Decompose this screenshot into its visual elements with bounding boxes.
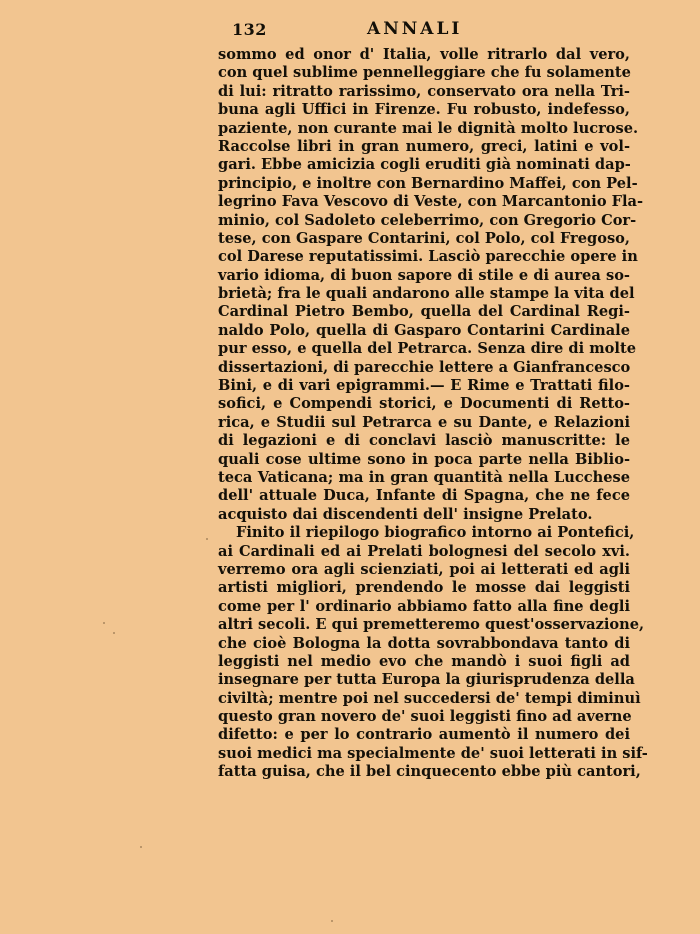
text-line: che cioè Bologna la dotta sovrabbondava tanto di [218, 634, 630, 652]
paper-speck [331, 920, 333, 922]
paper-speck [140, 846, 142, 848]
text-line: altri secoli. E qui premetteremo quest'osservazione, [218, 616, 645, 634]
text-line: tese, con Gaspare Contarini, col Polo, col Fregoso, [218, 229, 630, 247]
text-line: difetto: e per lo contrario aumentò il numero dei [218, 726, 630, 744]
text-line: con quel sublime pennelleggiare che fu solamente [218, 64, 631, 82]
text-line: questo gran novero de' suoi leggisti fino ad averne [218, 708, 632, 726]
paragraph-start-line: Finito il riepilogo biografico intorno ai Pontefici, [236, 524, 635, 542]
text-line: fatta guisa, che il bel cinquecento ebbe più cantori, [218, 763, 641, 781]
text-line: ai Cardinali ed ai Prelati bolognesi del secolo xvi. [218, 542, 630, 560]
text-line: vario idioma, di buon sapore di stile e di aurea so- [218, 266, 630, 284]
text-line: legrino Fava Vescovo di Veste, con Marcantonio Fla- [218, 193, 644, 211]
text-line: suoi medici ma specialmente de' suoi letterati in sif- [218, 744, 648, 762]
text-line: Bini, e di vari epigrammi.— E Rime e Trattati filo- [218, 377, 630, 395]
text-line: gari. Ebbe amicizia cogli eruditi già nominati dap- [218, 156, 631, 174]
text-line: naldo Polo, quella di Gasparo Contarini Cardinale [218, 321, 630, 339]
paper-speck [113, 632, 115, 634]
page-number: 132 [232, 20, 267, 39]
text-line: buna agli Uffici in Firenze. Fu robusto, indefesso, [218, 101, 630, 119]
text-line: principio, e inoltre con Bernardino Maffei, con Pel- [218, 174, 638, 192]
paragraph-end-line: acquisto dai discendenti dell' insigne Prelato. [218, 505, 593, 523]
text-line: paziente, non curante mai le dignità molto lucrose. [218, 119, 639, 137]
text-line: rica, e Studii sul Petrarca e su Dante, e Relazioni [218, 413, 630, 431]
text-line: brietà; fra le quali andarono alle stampe la vita del [218, 285, 635, 303]
paper-speck [206, 538, 208, 540]
text-line: sofici, e Compendi storici, e Documenti di Retto- [218, 395, 630, 413]
text-line: dissertazioni, di parecchie lettere a Gianfrancesco [218, 358, 631, 376]
text-line: verremo ora agli scienziati, poi ai letterati ed agli [218, 560, 630, 578]
text-line: Cardinal Pietro Bembo, quella del Cardinal Regi- [218, 303, 630, 321]
paper-speck [103, 622, 105, 624]
text-line: pur esso, e quella del Petrarca. Senza dire di molte [218, 340, 636, 358]
text-line: minio, col Sadoleto celeberrimo, con Gregorio Cor- [218, 211, 637, 229]
text-line: insegnare per tutta Europa la giurisprudenza della [218, 671, 635, 689]
text-line: quali cose ultime sono in poca parte nella Biblio- [218, 450, 630, 468]
text-line: sommo ed onor d' Italia, volle ritrarlo dal vero, [218, 46, 630, 63]
running-title: ANNALI [367, 19, 463, 39]
text-line: teca Vaticana; ma in gran quantità nella Lucchese [218, 468, 630, 486]
text-line: di lui: ritratto rarissimo, conservato ora nella Tri- [218, 82, 630, 100]
text-line: artisti migliori, prendendo le mosse dai leggisti [218, 579, 630, 597]
text-line: Raccolse libri in gran numero, greci, latini e vol- [218, 137, 630, 155]
text-line: col Darese reputatissimi. Lasciò parecchie opere in [218, 248, 638, 266]
text-line: leggisti nel medio evo che mandò i suoi figli ad [218, 652, 630, 670]
text-line: civiltà; mentre poi nel succedersi de' tempi diminuì [218, 689, 641, 707]
text-line: come per l' ordinario abbiamo fatto alla fine degli [218, 597, 630, 615]
text-line: di legazioni e di conclavi lasciò manuscritte: le [218, 432, 630, 450]
text-line: dell' attuale Duca, Infante di Spagna, che ne fece [218, 487, 630, 505]
body-text [218, 46, 648, 782]
